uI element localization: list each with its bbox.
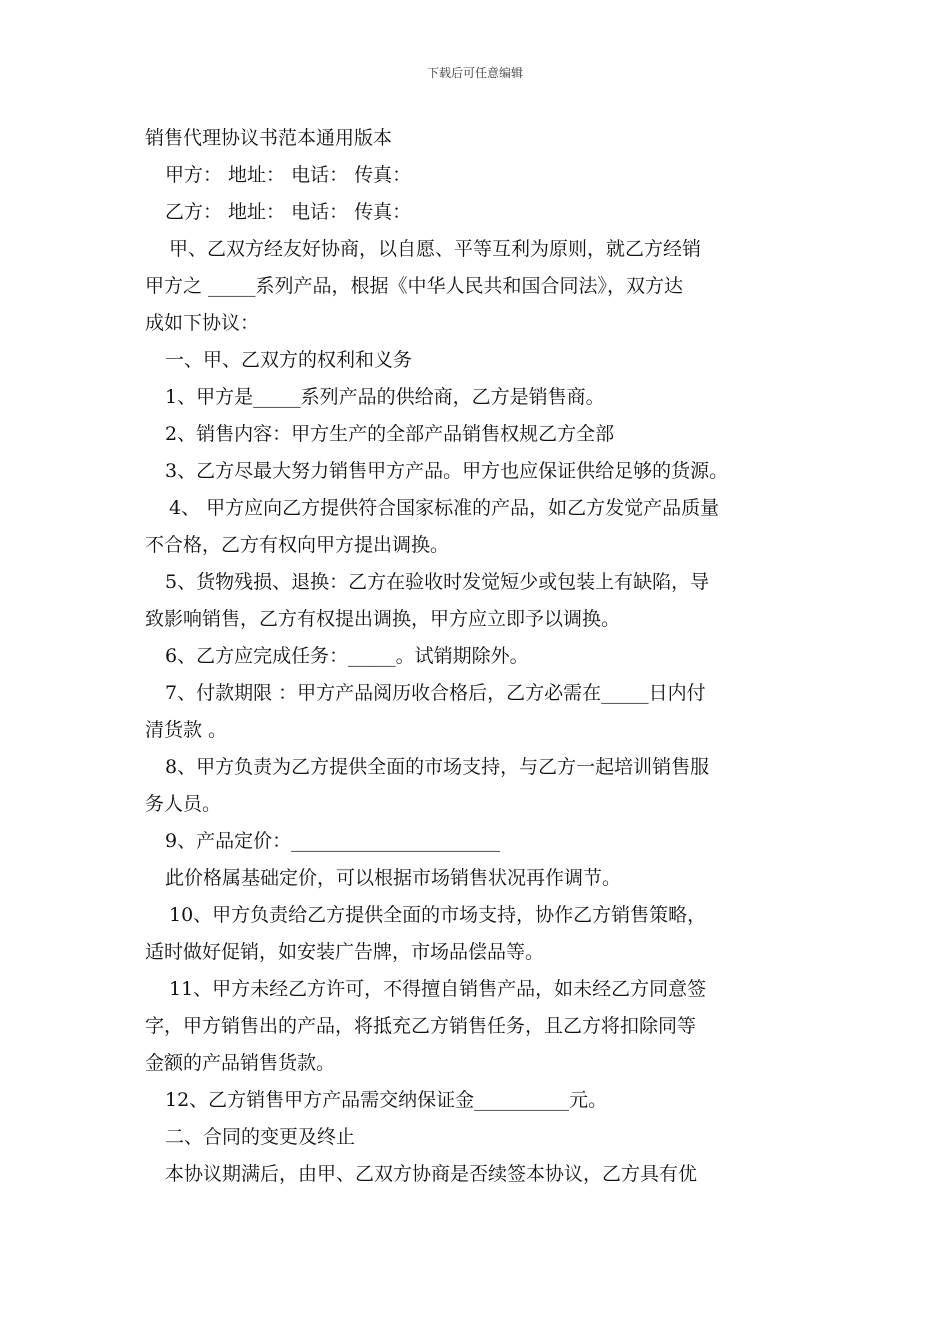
clause-line: 不合格，乙方有权向甲方提出调换。	[145, 534, 450, 556]
clause-line: 6、乙方应完成任务：_____。试销期除外。	[165, 645, 529, 667]
paragraph-line: 甲方之 _____系列产品，根据《中华人民共和国合同法》，双方达	[145, 275, 684, 297]
paragraph-line: 成如下协议：	[145, 312, 260, 334]
clause-line: 1、甲方是_____系列产品的供给商，乙方是销售商。	[165, 386, 605, 408]
clause-line: 7、付款期限 ：甲方产品阅历收合格后，乙方必需在_____日内付	[165, 682, 706, 704]
document-title: 销售代理协议书范本通用版本	[145, 127, 393, 149]
clause-line: 2、销售内容：甲方生产的全部产品销售权规乙方全部	[165, 423, 615, 445]
clause-line: 12、乙方销售甲方产品需交纳保证金__________元。	[165, 1089, 608, 1111]
clause-line: 9、产品定价：______________________	[165, 830, 501, 852]
clause-line: 字，甲方销售出的产品，将抵充乙方销售任务，且乙方将扣除同等	[145, 1015, 697, 1037]
section-heading: 一、甲、乙双方的权利和义务	[165, 349, 413, 371]
paragraph-line: 甲、乙双方经友好协商，以自愿、平等互利为原则，就乙方经销	[169, 238, 702, 260]
clause-line: 3、乙方尽最大努力销售甲方产品。甲方也应保证供给足够的货源。	[165, 460, 729, 482]
clause-line: 清货款 。	[145, 719, 228, 741]
clause-line: 5、货物残损、退换：乙方在验收时发觉短少或包装上有缺陷，导	[165, 571, 710, 593]
clause-line: 务人员。	[145, 793, 222, 815]
clause-line: 致影响销售，乙方有权提出调换，甲方应立即予以调换。	[145, 608, 621, 630]
clause-line: 11、甲方未经乙方许可，不得擅自销售产品，如未经乙方同意签	[169, 978, 707, 1000]
clause-line: 金额的产品销售货款。	[145, 1052, 336, 1074]
clause-line: 本协议期满后，由甲、乙双方协商是否续签本协议，乙方具有优	[165, 1163, 698, 1185]
party-a-line: 甲方： 地址： 电话： 传真：	[165, 164, 412, 186]
clause-line: 适时做好促销，如安装广告牌，市场品偿品等。	[145, 941, 545, 963]
section-heading: 二、合同的变更及终止	[165, 1126, 356, 1148]
page-header: 下载后可任意编辑	[426, 66, 523, 80]
clause-line: 4、 甲方应向乙方提供符合国家标准的产品，如乙方发觉产品质量	[169, 497, 720, 519]
clause-line: 10、甲方负责给乙方提供全面的市场支持，协作乙方销售策略，	[169, 904, 707, 926]
document-body	[145, 120, 810, 1193]
clause-line: 此价格属基础定价，可以根据市场销售状况再作调节。	[165, 867, 622, 889]
party-b-line: 乙方： 地址： 电话： 传真：	[165, 201, 412, 223]
clause-line: 8、甲方负责为乙方提供全面的市场支持，与乙方一起培训销售服	[165, 756, 710, 778]
